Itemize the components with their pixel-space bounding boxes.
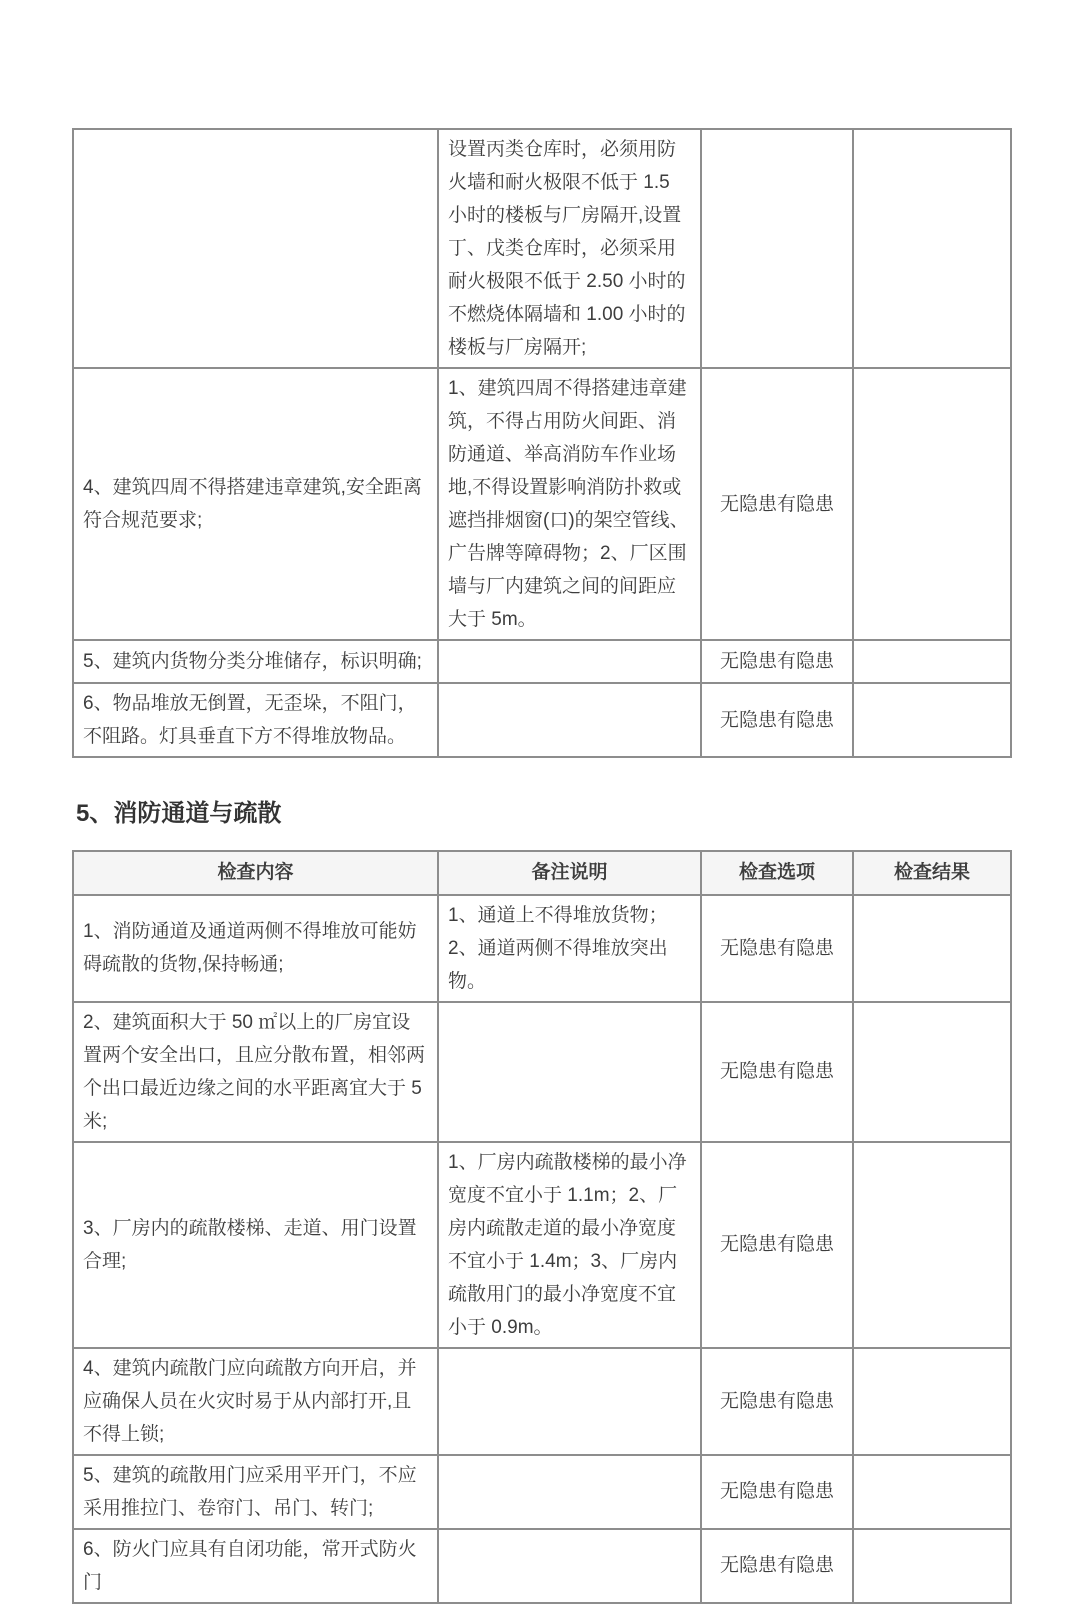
header-check-options: 检查选项 (701, 851, 853, 895)
table-row (73, 640, 1011, 683)
table-row (73, 1002, 1011, 1142)
check-options-cell: 无隐患有隐患 (701, 1142, 853, 1348)
table-row (73, 1142, 1011, 1348)
evacuation-check-table (72, 850, 1012, 1604)
table-row (73, 129, 1011, 368)
table-row (73, 1529, 1011, 1603)
remark-cell: 设置丙类仓库时，必须用防火墙和耐火极限不低于 1.5 小时的楼板与厂房隔开,设置丁、戊类仓库时，必须采用耐火极限不低于 2.50 小时的不燃烧体隔墙和 1.00 小时的楼板与厂房隔开; (438, 129, 701, 368)
remark-cell (438, 1529, 701, 1603)
check-content-cell: 6、物品堆放无倒置，无歪垛，不阻门，不阻路。灯具垂直下方不得堆放物品。 (73, 683, 438, 757)
table-row (73, 368, 1011, 640)
check-options-cell: 无隐患有隐患 (701, 1002, 853, 1142)
check-result-cell (853, 1002, 1011, 1142)
check-options-cell: 无隐患有隐患 (701, 1529, 853, 1603)
header-remark: 备注说明 (438, 851, 701, 895)
check-content-cell: 5、建筑的疏散用门应采用平开门，不应采用推拉门、卷帘门、吊门、转门; (73, 1455, 438, 1529)
check-content-cell: 1、消防通道及通道两侧不得堆放可能妨碍疏散的货物,保持畅通; (73, 895, 438, 1002)
check-content-cell: 2、建筑面积大于 50 ㎡以上的厂房宜设置两个安全出口，且应分散布置，相邻两个出口最近边缘之间的水平距离宜大于 5 米; (73, 1002, 438, 1142)
table-row (73, 1348, 1011, 1455)
header-check-content: 检查内容 (73, 851, 438, 895)
remark-cell (438, 1348, 701, 1455)
check-options-cell: 无隐患有隐患 (701, 1455, 853, 1529)
remark-cell: 1、厂房内疏散楼梯的最小净宽度不宜小于 1.1m；2、厂房内疏散走道的最小净宽度不宜小于 1.4m；3、厂房内疏散用门的最小净宽度不宜小于 0.9m。 (438, 1142, 701, 1348)
check-result-cell (853, 1348, 1011, 1455)
table-row (73, 895, 1011, 1002)
check-result-cell (853, 1529, 1011, 1603)
remark-cell (438, 683, 701, 757)
remark-cell (438, 1455, 701, 1529)
check-options-cell: 无隐患有隐患 (701, 368, 853, 640)
check-result-cell (853, 895, 1011, 1002)
remark-cell (438, 1002, 701, 1142)
check-content-cell (73, 129, 438, 368)
check-result-cell (853, 129, 1011, 368)
check-options-cell (701, 129, 853, 368)
check-result-cell (853, 368, 1011, 640)
check-content-cell: 4、建筑内疏散门应向疏散方向开启，并应确保人员在火灾时易于从内部打开,且不得上锁; (73, 1348, 438, 1455)
check-options-cell: 无隐患有隐患 (701, 683, 853, 757)
check-content-cell: 5、建筑内货物分类分堆储存，标识明确; (73, 640, 438, 683)
header-check-result: 检查结果 (853, 851, 1011, 895)
check-result-cell (853, 1455, 1011, 1529)
remark-cell: 1、建筑四周不得搭建违章建筑，不得占用防火间距、消防通道、举高消防车作业场地,不得设置影响消防扑救或遮挡排烟窗(口)的架空管线、广告牌等障碍物；2、厂区围墙与厂内建筑之间的间距应大于 5m。 (438, 368, 701, 640)
table-row (73, 1455, 1011, 1529)
check-options-cell: 无隐患有隐患 (701, 1348, 853, 1455)
check-result-cell (853, 683, 1011, 757)
table-header-row (73, 851, 1011, 895)
remark-cell (438, 640, 701, 683)
document-body (72, 128, 1010, 1604)
check-options-cell: 无隐患有隐患 (701, 640, 853, 683)
section-title: 5、消防通道与疏散 (76, 800, 282, 827)
check-content-cell: 3、厂房内的疏散楼梯、走道、用门设置合理; (73, 1142, 438, 1348)
table-row (73, 683, 1011, 757)
check-result-cell (853, 1142, 1011, 1348)
check-options-cell: 无隐患有隐患 (701, 895, 853, 1002)
check-content-cell: 6、防火门应具有自闭功能，常开式防火门 (73, 1529, 438, 1603)
building-fire-check-table-continued (72, 128, 1012, 758)
check-result-cell (853, 640, 1011, 683)
remark-cell: 1、通道上不得堆放货物；2、通道两侧不得堆放突出物。 (438, 895, 701, 1002)
check-content-cell: 4、建筑四周不得搭建违章建筑,安全距离符合规范要求; (73, 368, 438, 640)
